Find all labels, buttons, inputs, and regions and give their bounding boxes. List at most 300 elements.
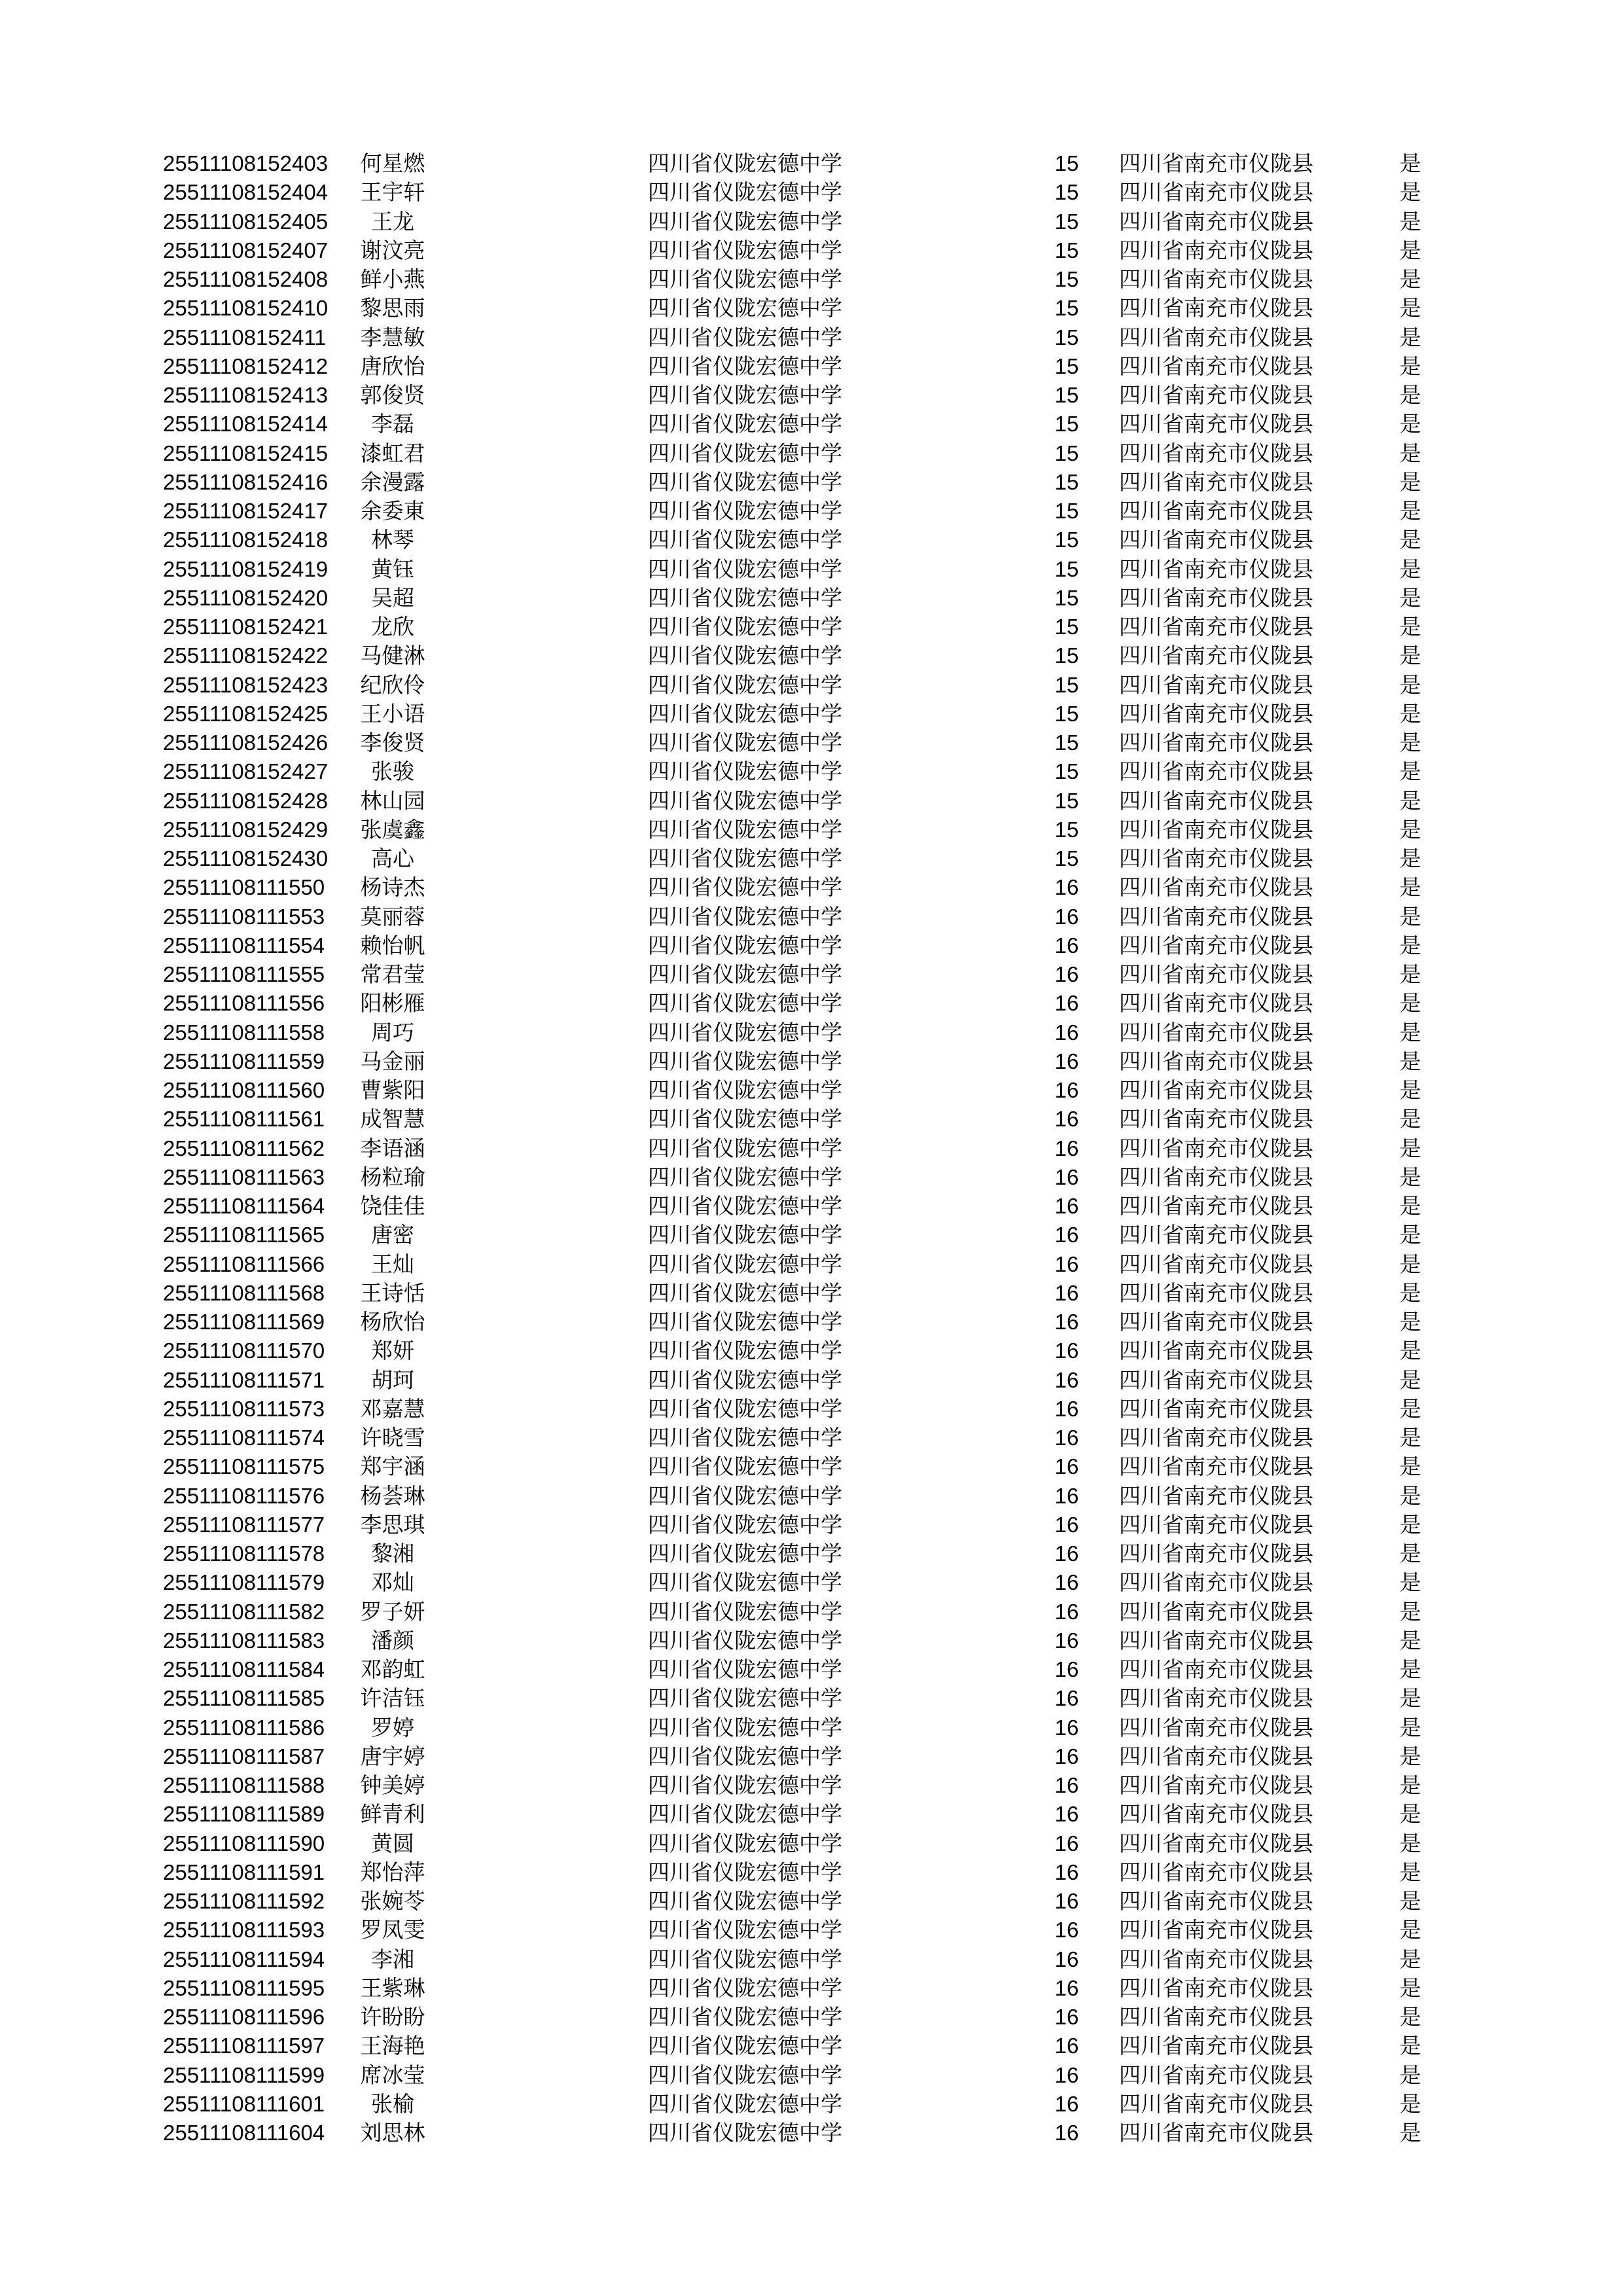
region-cell: 四川省南充市仪陇县 [1119,1541,1313,1566]
student-id-cell: 25511108111587 [163,1744,325,1768]
status-flag-cell: 是 [1399,208,1421,234]
region-cell: 四川省南充市仪陇县 [1119,816,1313,842]
region-cell: 四川省南充市仪陇县 [1119,1743,1313,1769]
class-number-cell: 16 [1054,1483,1079,1508]
student-id-cell: 25511108152404 [163,180,329,205]
status-flag-cell: 是 [1399,874,1421,901]
student-id-cell: 25511108111589 [163,1802,325,1827]
student-id-cell: 25511108111591 [163,1859,325,1884]
region-cell: 四川省南充市仪陇县 [1119,382,1313,408]
school-name-cell: 四川省仪陇宏德中学 [648,700,842,726]
region-cell: 四川省南充市仪陇县 [1119,208,1313,234]
table-row [0,323,1623,352]
status-flag-cell: 是 [1399,1019,1421,1045]
student-name-cell: 曹紫阳 [360,1077,425,1103]
status-flag-cell: 是 [1399,295,1421,321]
status-flag-cell: 是 [1399,1482,1421,1509]
class-number-cell: 16 [1054,1686,1079,1711]
table-row [0,728,1623,757]
student-id-cell: 25511108152415 [163,440,329,465]
region-cell: 四川省南充市仪陇县 [1119,1714,1313,1740]
school-name-cell: 四川省仪陇宏德中学 [648,411,842,437]
student-id-cell: 25511108111579 [163,1570,325,1595]
student-name-cell: 漆虹君 [360,440,425,466]
class-number-cell: 16 [1054,2034,1079,2058]
student-name-cell: 席冰莹 [360,2062,425,2088]
class-number-cell: 15 [1054,730,1079,755]
student-name-cell: 鲜青利 [360,1801,425,1827]
student-id-cell: 25511108111588 [163,1773,325,1797]
student-id-cell: 25511108152417 [163,499,329,523]
student-name-cell: 王龙 [371,208,414,234]
status-flag-cell: 是 [1399,1657,1421,1682]
school-name-cell: 四川省仪陇宏德中学 [648,1454,842,1480]
class-number-cell: 16 [1054,1426,1079,1450]
school-name-cell: 四川省仪陇宏德中学 [648,1309,842,1335]
student-name-cell: 莫丽蓉 [360,903,425,929]
region-cell: 四川省南充市仪陇县 [1119,961,1313,987]
class-number-cell: 16 [1054,1020,1079,1045]
student-id-cell: 25511108111558 [163,1020,325,1045]
school-name-cell: 四川省仪陇宏德中学 [648,961,842,987]
table-row [0,149,1623,178]
class-number-cell: 15 [1054,672,1079,697]
school-name-cell: 四川省仪陇宏德中学 [648,1541,842,1566]
table-row [0,1626,1623,1655]
student-id-cell: 25511108111590 [163,1831,325,1856]
table-row [0,1887,1623,1916]
student-name-cell: 胡珂 [371,1367,414,1393]
status-flag-cell: 是 [1399,353,1421,379]
region-cell: 四川省南充市仪陇县 [1119,498,1313,524]
student-name-cell: 谢汶亮 [360,237,425,263]
class-number-cell: 15 [1054,238,1079,262]
status-flag-cell: 是 [1399,1395,1421,1422]
table-row [0,903,1623,931]
school-name-cell: 四川省仪陇宏德中学 [648,903,842,929]
student-id-cell: 25511108111568 [163,1280,325,1305]
school-name-cell: 四川省仪陇宏德中学 [648,614,842,639]
school-name-cell: 四川省仪陇宏德中学 [648,469,842,495]
status-flag-cell: 是 [1399,1975,1421,2001]
student-id-cell: 25511108111596 [163,2005,325,2029]
table-row [0,1974,1623,2003]
student-id-cell: 25511108111584 [163,1657,325,1681]
student-id-cell: 25511108152403 [163,151,329,175]
school-name-cell: 四川省仪陇宏德中学 [648,1598,842,1624]
status-flag-cell: 是 [1399,1309,1421,1335]
status-flag-cell: 是 [1399,382,1421,408]
region-cell: 四川省南充市仪陇县 [1119,1685,1313,1712]
student-name-cell: 黎湘 [371,1541,414,1566]
class-number-cell: 15 [1054,701,1079,726]
school-name-cell: 四川省仪陇宏德中学 [648,787,842,814]
status-flag-cell: 是 [1399,1946,1421,1972]
region-cell: 四川省南充市仪陇县 [1119,2120,1313,2145]
table-row [0,1047,1623,1076]
school-name-cell: 四川省仪陇宏德中学 [648,1222,842,1248]
student-id-cell: 25511108111583 [163,1628,325,1653]
status-flag-cell: 是 [1399,2120,1421,2145]
school-name-cell: 四川省仪陇宏德中学 [648,584,842,611]
class-number-cell: 15 [1054,440,1079,465]
school-name-cell: 四川省仪陇宏德中学 [648,846,842,871]
student-id-cell: 25511108111566 [163,1251,325,1276]
region-cell: 四川省南充市仪陇县 [1119,440,1313,466]
region-cell: 四川省南充市仪陇县 [1119,2062,1313,2088]
status-flag-cell: 是 [1399,614,1421,639]
table-row [0,352,1623,381]
status-flag-cell: 是 [1399,1541,1421,1566]
table-row [0,1858,1623,1887]
status-flag-cell: 是 [1399,1714,1421,1740]
student-id-cell: 25511108111592 [163,1889,325,1913]
school-name-cell: 四川省仪陇宏德中学 [648,874,842,901]
status-flag-cell: 是 [1399,730,1421,755]
student-name-cell: 龙欣 [371,614,414,639]
school-name-cell: 四川省仪陇宏德中学 [648,1367,842,1393]
region-cell: 四川省南充市仪陇县 [1119,584,1313,611]
class-number-cell: 16 [1054,1280,1079,1305]
student-name-cell: 余漫露 [360,469,425,495]
school-name-cell: 四川省仪陇宏德中学 [648,1714,842,1740]
region-cell: 四川省南充市仪陇县 [1119,1309,1313,1335]
region-cell: 四川省南充市仪陇县 [1119,2004,1313,2030]
status-flag-cell: 是 [1399,584,1421,611]
student-id-cell: 25511108111559 [163,1049,325,1073]
region-cell: 四川省南充市仪陇县 [1119,1657,1313,1682]
student-name-cell: 杨诗杰 [360,874,425,901]
school-name-cell: 四川省仪陇宏德中学 [648,208,842,234]
student-name-cell: 赖怡帆 [360,932,425,958]
class-number-cell: 16 [1054,1164,1079,1189]
school-name-cell: 四川省仪陇宏德中学 [648,1743,842,1769]
school-name-cell: 四川省仪陇宏德中学 [648,179,842,206]
school-name-cell: 四川省仪陇宏德中学 [648,2062,842,2088]
class-number-cell: 16 [1054,1946,1079,1971]
status-flag-cell: 是 [1399,151,1421,176]
region-cell: 四川省南充市仪陇县 [1119,874,1313,901]
student-id-cell: 25511108111553 [163,904,325,929]
table-row [0,613,1623,641]
status-flag-cell: 是 [1399,932,1421,958]
class-number-cell: 15 [1054,383,1079,407]
school-name-cell: 四川省仪陇宏德中学 [648,1425,842,1450]
student-name-cell: 余委東 [360,498,425,524]
status-flag-cell: 是 [1399,1048,1421,1074]
region-cell: 四川省南充市仪陇县 [1119,1251,1313,1277]
student-id-cell: 25511108111550 [163,875,325,900]
class-number-cell: 16 [1054,1251,1079,1276]
table-row [0,1713,1623,1742]
document-table [0,149,1623,2147]
table-row [0,671,1623,700]
student-name-cell: 李俊贤 [360,730,425,755]
class-number-cell: 16 [1054,1223,1079,1247]
class-number-cell: 16 [1054,2005,1079,2029]
table-row [0,207,1623,236]
status-flag-cell: 是 [1399,787,1421,814]
status-flag-cell: 是 [1399,237,1421,263]
region-cell: 四川省南充市仪陇县 [1119,1135,1313,1161]
region-cell: 四川省南充市仪陇县 [1119,1019,1313,1045]
region-cell: 四川省南充市仪陇县 [1119,469,1313,495]
class-number-cell: 16 [1054,2091,1079,2116]
school-name-cell: 四川省仪陇宏德中学 [648,295,842,321]
region-cell: 四川省南充市仪陇县 [1119,1627,1313,1653]
school-name-cell: 四川省仪陇宏德中学 [648,1482,842,1509]
student-id-cell: 25511108152407 [163,238,329,262]
student-name-cell: 邓灿 [371,1570,414,1596]
school-name-cell: 四川省仪陇宏德中学 [648,1077,842,1103]
table-row [0,1395,1623,1424]
student-id-cell: 25511108152422 [163,643,329,668]
student-name-cell: 马金丽 [360,1048,425,1074]
status-flag-cell: 是 [1399,1511,1421,1537]
class-number-cell: 15 [1054,643,1079,668]
table-row [0,1684,1623,1713]
region-cell: 四川省南充市仪陇县 [1119,353,1313,379]
status-flag-cell: 是 [1399,2033,1421,2059]
table-row [0,1163,1623,1192]
region-cell: 四川省南充市仪陇县 [1119,1395,1313,1422]
student-id-cell: 25511108152416 [163,469,329,494]
class-number-cell: 16 [1054,1570,1079,1595]
region-cell: 四川省南充市仪陇县 [1119,932,1313,958]
table-row [0,2061,1623,2090]
region-cell: 四川省南充市仪陇县 [1119,324,1313,350]
school-name-cell: 四川省仪陇宏德中学 [648,353,842,379]
school-name-cell: 四川省仪陇宏德中学 [648,2004,842,2030]
class-number-cell: 15 [1054,469,1079,494]
student-name-cell: 黄圆 [371,1830,414,1856]
student-id-cell: 25511108152428 [163,788,329,813]
table-row [0,1076,1623,1105]
region-cell: 四川省南充市仪陇县 [1119,1454,1313,1480]
region-cell: 四川省南充市仪陇县 [1119,266,1313,292]
student-id-cell: 25511108152420 [163,585,329,610]
student-name-cell: 王紫琳 [360,1975,425,2001]
table-row [0,1655,1623,1684]
class-number-cell: 16 [1054,1744,1079,1768]
school-name-cell: 四川省仪陇宏德中学 [648,440,842,466]
student-id-cell: 25511108152419 [163,556,329,581]
school-name-cell: 四川省仪陇宏德中学 [648,1019,842,1045]
class-number-cell: 15 [1054,528,1079,552]
table-row [0,2119,1623,2147]
status-flag-cell: 是 [1399,1570,1421,1596]
student-id-cell: 25511108152426 [163,730,329,755]
region-cell: 四川省南充市仪陇县 [1119,1801,1313,1827]
class-number-cell: 15 [1054,209,1079,234]
status-flag-cell: 是 [1399,1627,1421,1653]
status-flag-cell: 是 [1399,1772,1421,1798]
status-flag-cell: 是 [1399,1859,1421,1885]
student-name-cell: 邓嘉慧 [360,1395,425,1422]
student-id-cell: 25511108152413 [163,383,329,407]
class-number-cell: 15 [1054,296,1079,321]
table-row [0,960,1623,989]
status-flag-cell: 是 [1399,990,1421,1016]
status-flag-cell: 是 [1399,1743,1421,1769]
student-name-cell: 唐密 [371,1222,414,1248]
school-name-cell: 四川省仪陇宏德中学 [648,498,842,524]
status-flag-cell: 是 [1399,1425,1421,1450]
region-cell: 四川省南充市仪陇县 [1119,1917,1313,1943]
school-name-cell: 四川省仪陇宏德中学 [648,2090,842,2117]
student-name-cell: 杨荟琳 [360,1482,425,1509]
student-id-cell: 25511108111569 [163,1310,325,1334]
student-id-cell: 25511108111582 [163,1599,325,1624]
region-cell: 四川省南充市仪陇县 [1119,1338,1313,1364]
student-name-cell: 林琴 [371,527,414,553]
student-name-cell: 成智慧 [360,1106,425,1132]
region-cell: 四川省南充市仪陇县 [1119,237,1313,263]
school-name-cell: 四川省仪陇宏德中学 [648,1801,842,1827]
status-flag-cell: 是 [1399,440,1421,466]
student-name-cell: 王海艳 [360,2033,425,2059]
region-cell: 四川省南充市仪陇县 [1119,1859,1313,1885]
student-name-cell: 罗婷 [371,1714,414,1740]
status-flag-cell: 是 [1399,1598,1421,1624]
student-name-cell: 纪欣伶 [360,672,425,698]
status-flag-cell: 是 [1399,672,1421,698]
status-flag-cell: 是 [1399,2004,1421,2030]
table-row [0,1945,1623,1974]
student-name-cell: 李慧敏 [360,324,425,350]
school-name-cell: 四川省仪陇宏德中学 [648,1570,842,1596]
table-row [0,381,1623,410]
school-name-cell: 四川省仪陇宏德中学 [648,1830,842,1856]
table-row [0,1105,1623,1134]
region-cell: 四川省南充市仪陇县 [1119,1975,1313,2001]
region-cell: 四川省南充市仪陇县 [1119,1193,1313,1219]
table-row [0,294,1623,323]
status-flag-cell: 是 [1399,759,1421,785]
status-flag-cell: 是 [1399,498,1421,524]
status-flag-cell: 是 [1399,700,1421,726]
student-id-cell: 25511108152427 [163,759,329,784]
student-id-cell: 25511108111594 [163,1946,325,1971]
school-name-cell: 四川省仪陇宏德中学 [648,1685,842,1712]
class-number-cell: 16 [1054,1367,1079,1392]
school-name-cell: 四川省仪陇宏德中学 [648,730,842,755]
table-row [0,1742,1623,1771]
status-flag-cell: 是 [1399,1135,1421,1161]
class-number-cell: 15 [1054,267,1079,291]
student-name-cell: 潘颜 [371,1627,414,1653]
status-flag-cell: 是 [1399,1917,1421,1943]
class-number-cell: 15 [1054,556,1079,581]
table-row [0,1134,1623,1163]
student-name-cell: 阳彬雁 [360,990,425,1016]
student-name-cell: 王诗恬 [360,1280,425,1306]
region-cell: 四川省南充市仪陇县 [1119,556,1313,582]
region-cell: 四川省南充市仪陇县 [1119,1106,1313,1132]
class-number-cell: 16 [1054,1657,1079,1681]
student-id-cell: 25511108152418 [163,528,329,552]
student-name-cell: 黄钰 [371,556,414,582]
student-name-cell: 王灿 [371,1251,414,1277]
student-name-cell: 唐宇婷 [360,1743,425,1769]
table-row [0,1366,1623,1395]
school-name-cell: 四川省仪陇宏德中学 [648,1395,842,1422]
table-row [0,526,1623,554]
table-row [0,844,1623,873]
region-cell: 四川省南充市仪陇县 [1119,1772,1313,1798]
class-number-cell: 15 [1054,499,1079,523]
student-id-cell: 25511108111556 [163,991,325,1016]
region-cell: 四川省南充市仪陇县 [1119,151,1313,176]
student-id-cell: 25511108111571 [163,1367,325,1392]
region-cell: 四川省南充市仪陇县 [1119,1164,1313,1190]
student-id-cell: 25511108111555 [163,962,325,986]
class-number-cell: 16 [1054,1078,1079,1102]
status-flag-cell: 是 [1399,527,1421,553]
student-name-cell: 杨欣怡 [360,1309,425,1335]
student-id-cell: 25511108111560 [163,1078,325,1102]
class-number-cell: 15 [1054,180,1079,205]
class-number-cell: 16 [1054,1859,1079,1884]
student-id-cell: 25511108111586 [163,1715,325,1740]
student-id-cell: 25511108111561 [163,1107,325,1132]
region-cell: 四川省南充市仪陇县 [1119,672,1313,698]
class-number-cell: 15 [1054,585,1079,610]
school-name-cell: 四川省仪陇宏德中学 [648,266,842,292]
student-name-cell: 何星燃 [360,151,425,176]
table-row [0,555,1623,584]
school-name-cell: 四川省仪陇宏德中学 [648,2120,842,2145]
school-name-cell: 四川省仪陇宏德中学 [648,1917,842,1943]
school-name-cell: 四川省仪陇宏德中学 [648,1193,842,1219]
student-name-cell: 郑妍 [371,1338,414,1364]
status-flag-cell: 是 [1399,1338,1421,1364]
table-row [0,265,1623,294]
table-row [0,1250,1623,1279]
status-flag-cell: 是 [1399,1106,1421,1132]
status-flag-cell: 是 [1399,179,1421,206]
class-number-cell: 16 [1054,1628,1079,1653]
table-row [0,700,1623,728]
status-flag-cell: 是 [1399,903,1421,929]
school-name-cell: 四川省仪陇宏德中学 [648,324,842,350]
student-name-cell: 郭俊贤 [360,382,425,408]
status-flag-cell: 是 [1399,643,1421,669]
region-cell: 四川省南充市仪陇县 [1119,990,1313,1016]
region-cell: 四川省南充市仪陇县 [1119,903,1313,929]
student-id-cell: 25511108111565 [163,1223,325,1247]
student-name-cell: 钟美婷 [360,1772,425,1798]
table-row [0,1598,1623,1626]
class-number-cell: 15 [1054,846,1079,870]
region-cell: 四川省南充市仪陇县 [1119,846,1313,871]
student-name-cell: 许晓雪 [360,1425,425,1450]
region-cell: 四川省南充市仪陇县 [1119,411,1313,437]
status-flag-cell: 是 [1399,2062,1421,2088]
status-flag-cell: 是 [1399,1164,1421,1190]
school-name-cell: 四川省仪陇宏德中学 [648,1106,842,1132]
region-cell: 四川省南充市仪陇县 [1119,643,1313,669]
table-row [0,989,1623,1018]
class-number-cell: 16 [1054,1975,1079,2000]
student-id-cell: 25511108111599 [163,2062,325,2087]
student-id-cell: 25511108111573 [163,1396,325,1421]
school-name-cell: 四川省仪陇宏德中学 [648,990,842,1016]
student-id-cell: 25511108152423 [163,672,329,697]
student-id-cell: 25511108152408 [163,267,329,291]
class-number-cell: 15 [1054,759,1079,784]
class-number-cell: 16 [1054,2062,1079,2087]
